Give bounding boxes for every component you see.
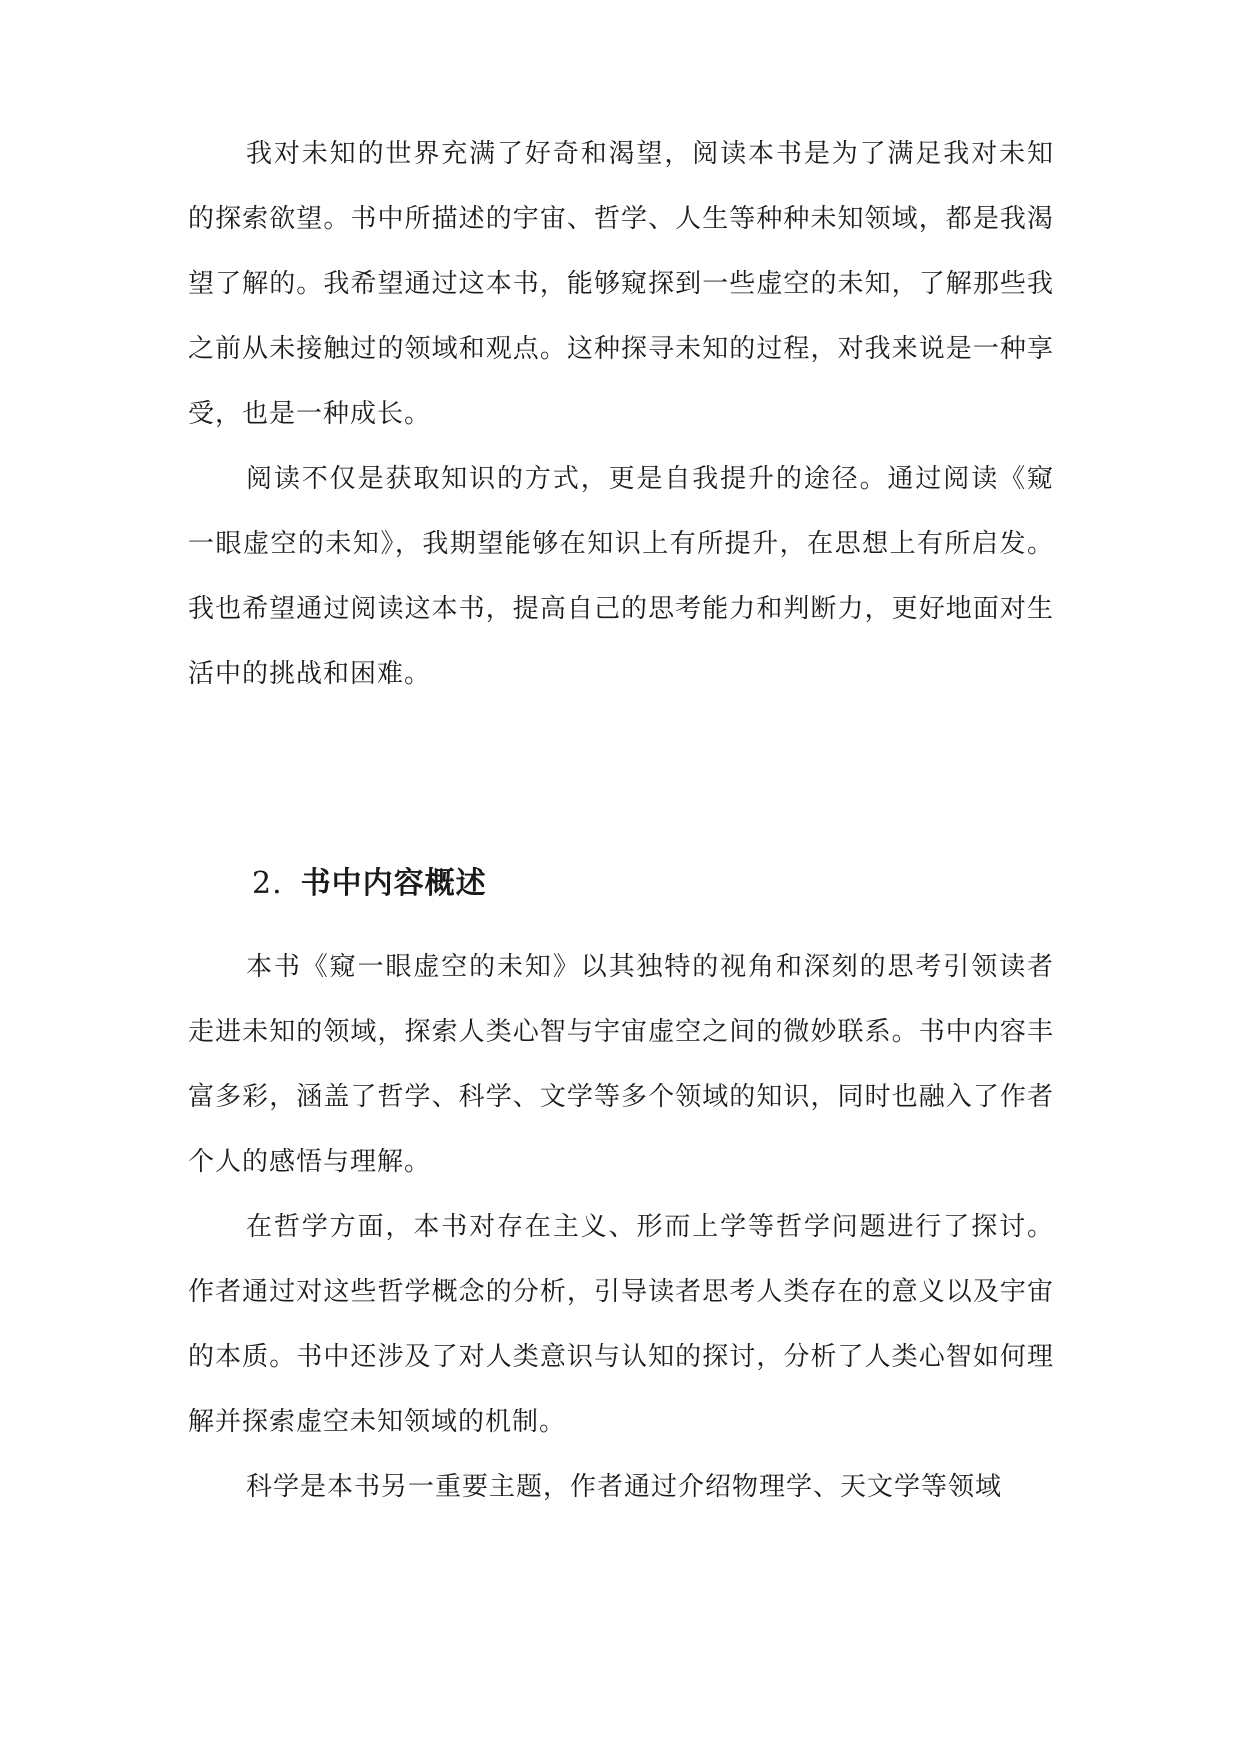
paragraph-curiosity: 我对未知的世界充满了好奇和渴望，阅读本书是为了满足我对未知的探索欲望。书中所描述的宇宙、哲学、人生等种种未知领域，都是我渴望了解的。我希望通过这本书，能够窥探到一些虚空的未知，了解那些我之前从未接触过的领域和观点。这种探寻未知的过程，对我来说是一种享受，也是一种成长。 bbox=[188, 139, 1054, 429]
paragraph-overview: 本书《窥一眼虚空的未知》以其独特的视角和深刻的思考引领读者走进未知的领域，探索人类心智与宇宙虚空之间的微妙联系。书中内容丰富多彩，涵盖了哲学、科学、文学等多个领域的知识，同时也融入了作者个人的感悟与理解。 bbox=[188, 952, 1054, 1177]
section-number: 2. bbox=[252, 866, 283, 901]
section-title: 书中内容概述 bbox=[300, 866, 487, 901]
paragraph-philosophy: 在哲学方面，本书对存在主义、形而上学等哲学问题进行了探讨。作者通过对这些哲学概念的分析，引导读者思考人类存在的意义以及宇宙的本质。书中还涉及了对人类意识与认知的探讨，分析了人类心智如何理解并探索虚空未知领域的机制。 bbox=[188, 1212, 1054, 1437]
section-heading bbox=[252, 858, 487, 902]
paragraph-self-improvement: 阅读不仅是获取知识的方式，更是自我提升的途径。通过阅读《窥一眼虚空的未知》，我期望能够在知识上有所提升，在思想上有所启发。我也希望通过阅读这本书，提高自己的思考能力和判断力，更好地面对生活中的挑战和困难。 bbox=[188, 464, 1054, 689]
paragraph-science: 科学是本书另一重要主题，作者通过介绍物理学、天文学等领域 bbox=[246, 1472, 1003, 1502]
